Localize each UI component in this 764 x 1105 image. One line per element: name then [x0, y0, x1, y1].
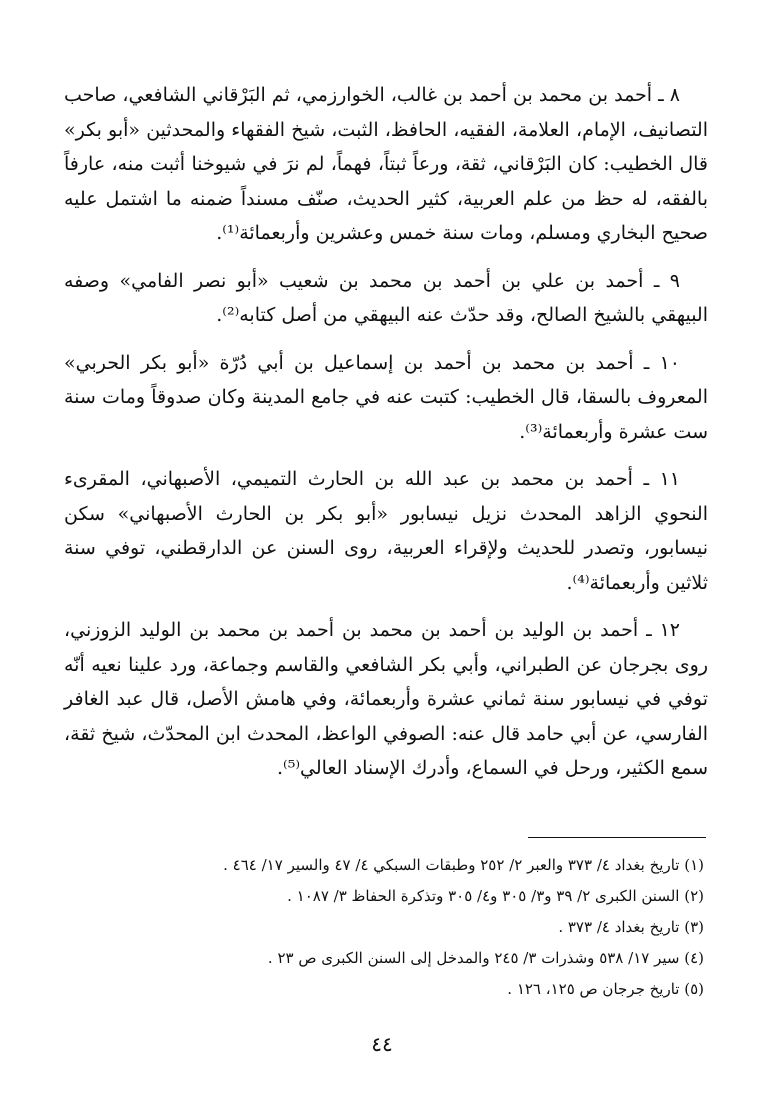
footnote-1: (١) تاريخ بغداد ٤/ ٣٧٣ والعبر ٢/ ٢٥٢ وطبقات السبكي ٤/ ٤٧ والسير ١٧/ ٤٦٤ . — [223, 856, 704, 874]
entry-12: ١٢ ـ أحمد بن الوليد بن أحمد بن محمد بن أحمد بن محمد بن الوليد الزوزني، روى بجرجان عن الطبراني، وأبي بكر الشافعي والقاسم وجماعة، ورد علينا نعيه أنّه توفي في نيسابور سنة ثماني عشرة وأربعمائة، وفي هامش الأصل، قال عبد الغافر الفارسي، عن أبي حامد قال عنه: الصوفي الواعظ، المحدث ابن المحدّث، شيخ ثقة، سمع الكثير، ورحل في السماع، وأدرك الإسناد العالي⁽⁵⁾. — [64, 619, 708, 779]
entry-11: ١١ ـ أحمد بن محمد بن عبد الله بن الحارث التميمي، الأصبهاني، المقرىء النحوي الزاهد المحدث نزيل نيسابور «أبو بكر بن الحارث الأصبهاني» سكن نيسابور، وتصدر للحديث ولإقراء العربية، روى السنن عن الدارقطني، توفي سنة ثلاثين وأربعمائة⁽⁴⁾. — [64, 468, 708, 594]
footnote-divider — [528, 837, 706, 838]
footnote-5: (٥) تاريخ جرجان ص ١٢٥، ١٢٦ . — [507, 980, 704, 998]
entry-8: ٨ ـ أحمد بن محمد بن أحمد بن غالب، الخوارزمي، ثم البَرْقاني الشافعي، صاحب التصانيف، الإمام، العلامة، الفقيه، الحافظ، الثبت، شيخ الفقهاء والمحدثين «أبو بكر» قال الخطيب: كان البَرْقاني، ثقة، ورعاً ثبتاً، فهماً، لم نرَ في شيوخنا أثبت منه، عارفاً بالفقه، له حظ من علم العربية، كثير الحديث، صنّف مسنداً ضمنه ما اشتمل عليه صحيح البخاري ومسلم، ومات سنة خمس وعشرين وأربعمائة⁽¹⁾. — [64, 84, 708, 244]
entry-10: ١٠ ـ أحمد بن محمد بن أحمد بن إسماعيل بن أبي دُرّة «أبو بكر الحربي» المعروف بالسقا، قال الخطيب: كتبت عنه في جامع المدينة وكان صدوقاً ومات سنة ست عشرة وأربعمائة⁽³⁾. — [64, 351, 708, 443]
main-text — [64, 78, 708, 799]
footnote-2: (٢) السنن الكبرى ٢/ ٣٩ و٣/ ٣٠٥ و٤/ ٣٠٥ وتذكرة الحفاظ ٣/ ١٠٨٧ . — [287, 887, 704, 905]
page-number: ٤٤ — [371, 1032, 393, 1056]
footnote-3: (٣) تاريخ بغداد ٤/ ٣٧٣ . — [558, 918, 704, 936]
entry-9: ٩ ـ أحمد بن علي بن أحمد بن محمد بن شعيب «أبو نصر الفامي» وصفه البيهقي بالشيخ الصالح، وقد حدّث عنه البيهقي من أصل كتابه⁽²⁾. — [64, 269, 708, 326]
footnotes — [64, 850, 704, 1005]
footnote-4: (٤) سير ١٧/ ٥٣٨ وشذرات ٣/ ٢٤٥ والمدخل إلى السنن الكبرى ص ٢٣ . — [267, 949, 704, 967]
